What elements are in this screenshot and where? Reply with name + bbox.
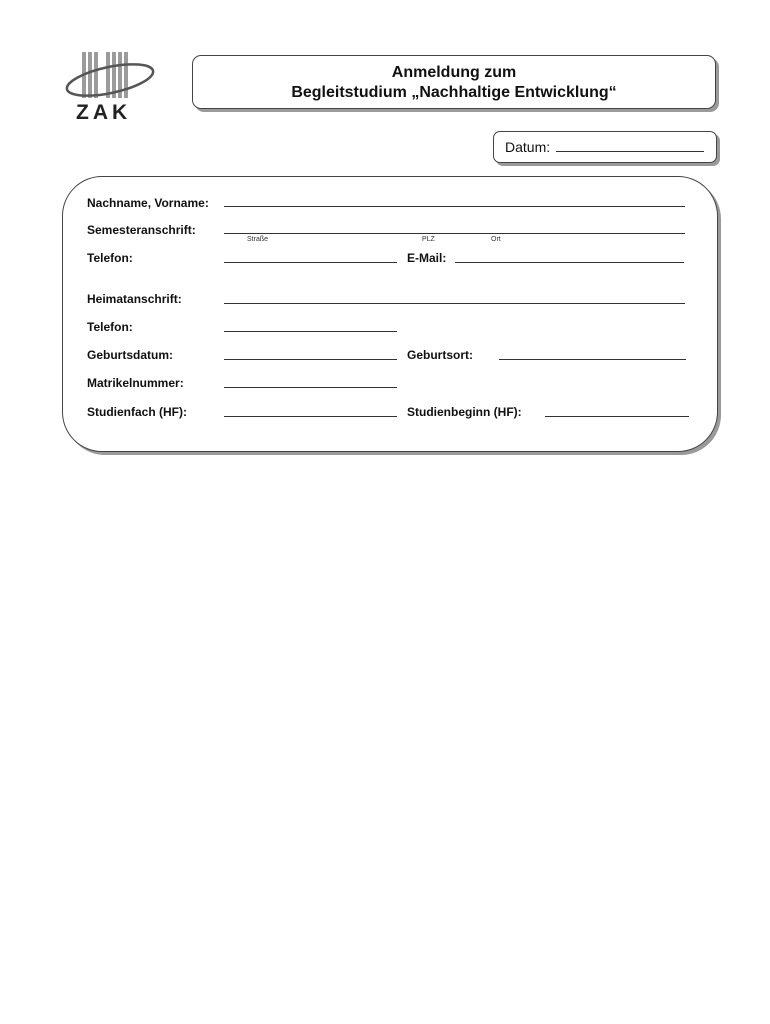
home-address-field[interactable] [224,303,685,304]
email-label: E-Mail: [407,251,447,265]
date-field[interactable] [556,151,704,152]
title-box [192,55,716,109]
date-label: Datum: [505,139,551,155]
date-box [493,131,717,163]
zip-sublabel: PLZ [422,236,435,243]
birthplace-field[interactable] [499,359,686,360]
matriculation-field[interactable] [224,387,397,388]
semester-address-label: Semesteranschrift: [87,223,196,237]
name-label: Nachname, Vorname: [87,196,209,210]
semester-address-field[interactable] [224,233,685,234]
subject-field[interactable] [224,416,397,417]
page-title-line1: Anmeldung zum [391,64,517,81]
logo-text: ZAK [76,101,132,124]
birthplace-label: Geburtsort: [407,348,473,362]
birthdate-field[interactable] [224,359,397,360]
city-sublabel: Ort [491,236,501,243]
phone-label: Telefon: [87,251,133,265]
birthdate-label: Geburtsdatum: [87,348,174,362]
street-sublabel: Straße [247,236,269,243]
home-phone-field[interactable] [224,331,397,332]
subject-label: Studienfach (HF): [87,405,187,419]
phone-field[interactable] [224,262,397,263]
matriculation-label: Matrikelnummer: [87,376,184,390]
home-phone-label: Telefon: [87,320,133,334]
study-start-label: Studienbeginn (HF): [407,405,522,419]
name-field[interactable] [224,206,685,207]
study-start-field[interactable] [545,416,689,417]
page-title-line2: Begleitstudium „Nachhaltige Entwicklung“ [291,84,617,101]
home-address-label: Heimatanschrift: [87,292,182,306]
email-field[interactable] [455,262,684,263]
